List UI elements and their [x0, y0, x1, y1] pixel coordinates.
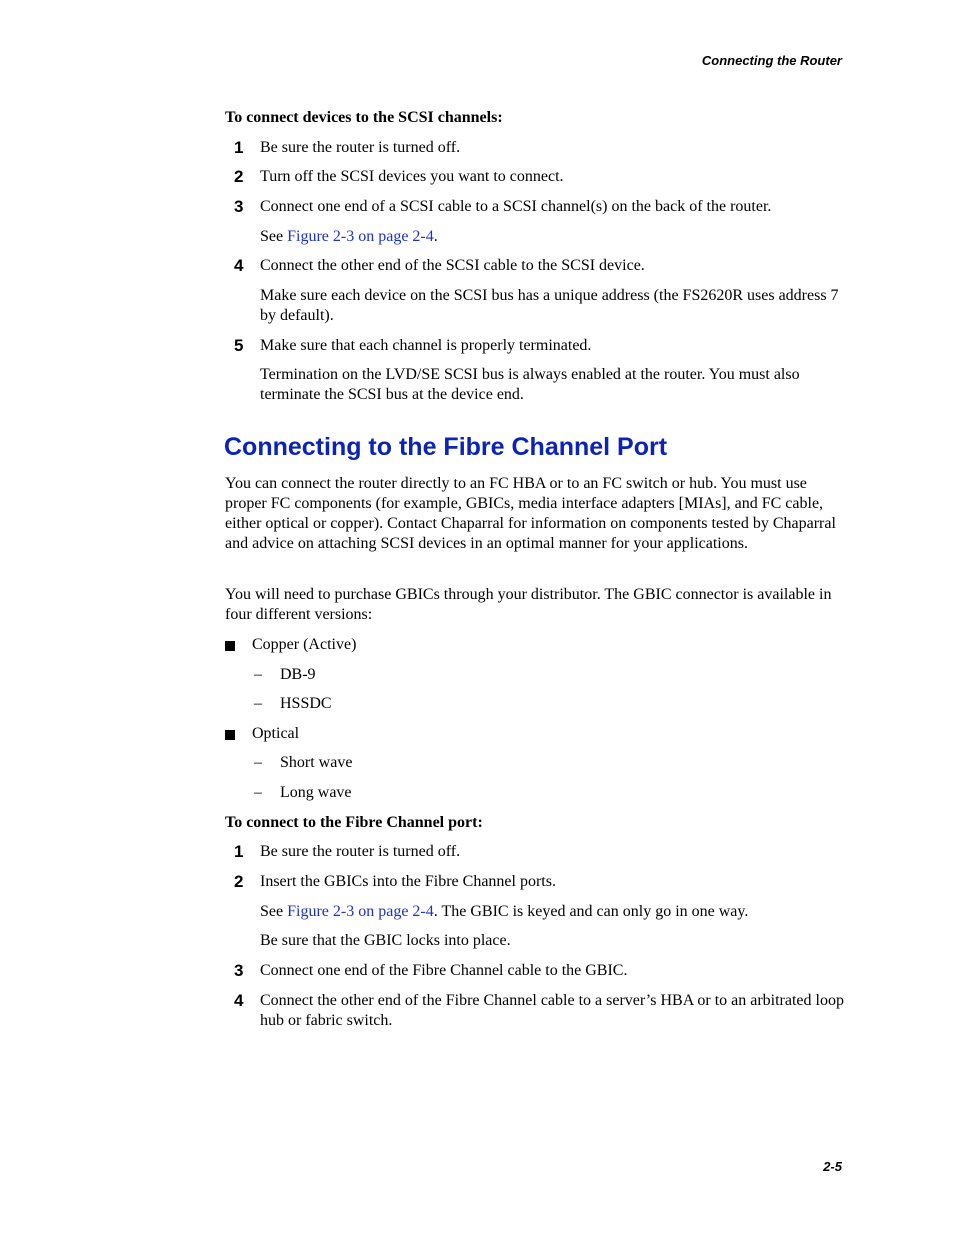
step-number: 2	[234, 167, 244, 186]
page-number: 2-5	[823, 1159, 842, 1174]
figure-link[interactable]: Figure 2-3 on page 2-4	[287, 903, 434, 920]
step-text: Connect the other end of the Fibre Channel cable to a server’s HBA or to an arbitrated loop hub or fabric switch.	[260, 992, 844, 1029]
body-paragraph: You will need to purchase GBICs through your distributor. The GBIC connector is available in four different versions:	[225, 586, 832, 623]
bullet-item: Copper (Active)	[252, 636, 357, 653]
sub-bullet-item: Short wave	[280, 754, 353, 771]
see-reference	[260, 227, 845, 247]
see-suffix: . The GBIC is keyed and can only go in one way.	[433, 903, 749, 920]
dash-marker: –	[254, 754, 262, 771]
step-text: Be sure the router is turned off.	[260, 843, 461, 860]
procedure-title-fc: To connect to the Fibre Channel port:	[225, 814, 483, 831]
dash-marker: –	[254, 784, 262, 801]
section-heading: Connecting to the Fibre Channel Port	[224, 433, 668, 461]
step-text: Connect one end of a SCSI cable to a SCSI channel(s) on the back of the router.	[260, 198, 772, 215]
step-number: 3	[234, 197, 244, 216]
see-reference	[260, 902, 845, 922]
running-header: Connecting the Router	[701, 53, 842, 68]
step-number: 3	[234, 961, 244, 980]
procedure-title-scsi: To connect devices to the SCSI channels:	[225, 109, 503, 126]
see-prefix: See	[260, 228, 288, 245]
see-prefix: See	[260, 903, 288, 920]
step-number: 1	[234, 138, 244, 157]
sub-bullet-item: Long wave	[280, 784, 352, 801]
body-paragraph: You can connect the router directly to an FC HBA or to an FC switch or hub. You must use proper FC components (for example, GBICs, media interface adapters [MIAs], and FC cable, either optical or copper). Contact Chaparral for information on components tested by Chaparral and advice on attaching SCSI devices in an optimal manner for your applications.	[225, 475, 836, 552]
step-number: 5	[234, 336, 244, 355]
dash-marker: –	[254, 666, 262, 683]
step-text: Be sure the router is turned off.	[260, 139, 461, 156]
dash-marker: –	[254, 695, 262, 712]
sub-bullet-item: HSSDC	[280, 695, 332, 712]
sub-bullet-item: DB-9	[280, 666, 316, 683]
figure-link[interactable]: Figure 2-3 on page 2-4	[287, 228, 434, 245]
step-number: 4	[234, 991, 244, 1010]
step-text: Insert the GBICs into the Fibre Channel ports.	[260, 873, 556, 890]
step-text: Make sure that each channel is properly terminated.	[260, 337, 592, 354]
step-text: Connect the other end of the SCSI cable to the SCSI device.	[260, 257, 645, 274]
bullet-square-icon	[225, 730, 235, 740]
bullet-square-icon	[225, 641, 235, 651]
step-number: 4	[234, 256, 244, 275]
step-note: Be sure that the GBIC locks into place.	[260, 932, 511, 949]
step-text: Turn off the SCSI devices you want to connect.	[260, 168, 564, 185]
step-number: 2	[234, 872, 244, 891]
bullet-item: Optical	[252, 725, 300, 742]
step-note: Make sure each device on the SCSI bus has a unique address (the FS2620R uses address 7 by default).	[260, 287, 839, 324]
see-suffix: .	[433, 228, 438, 245]
step-note: Termination on the LVD/SE SCSI bus is always enabled at the router. You must also terminate the SCSI bus at the device end.	[260, 366, 800, 403]
step-number: 1	[234, 842, 244, 861]
step-text: Connect one end of the Fibre Channel cable to the GBIC.	[260, 962, 628, 979]
